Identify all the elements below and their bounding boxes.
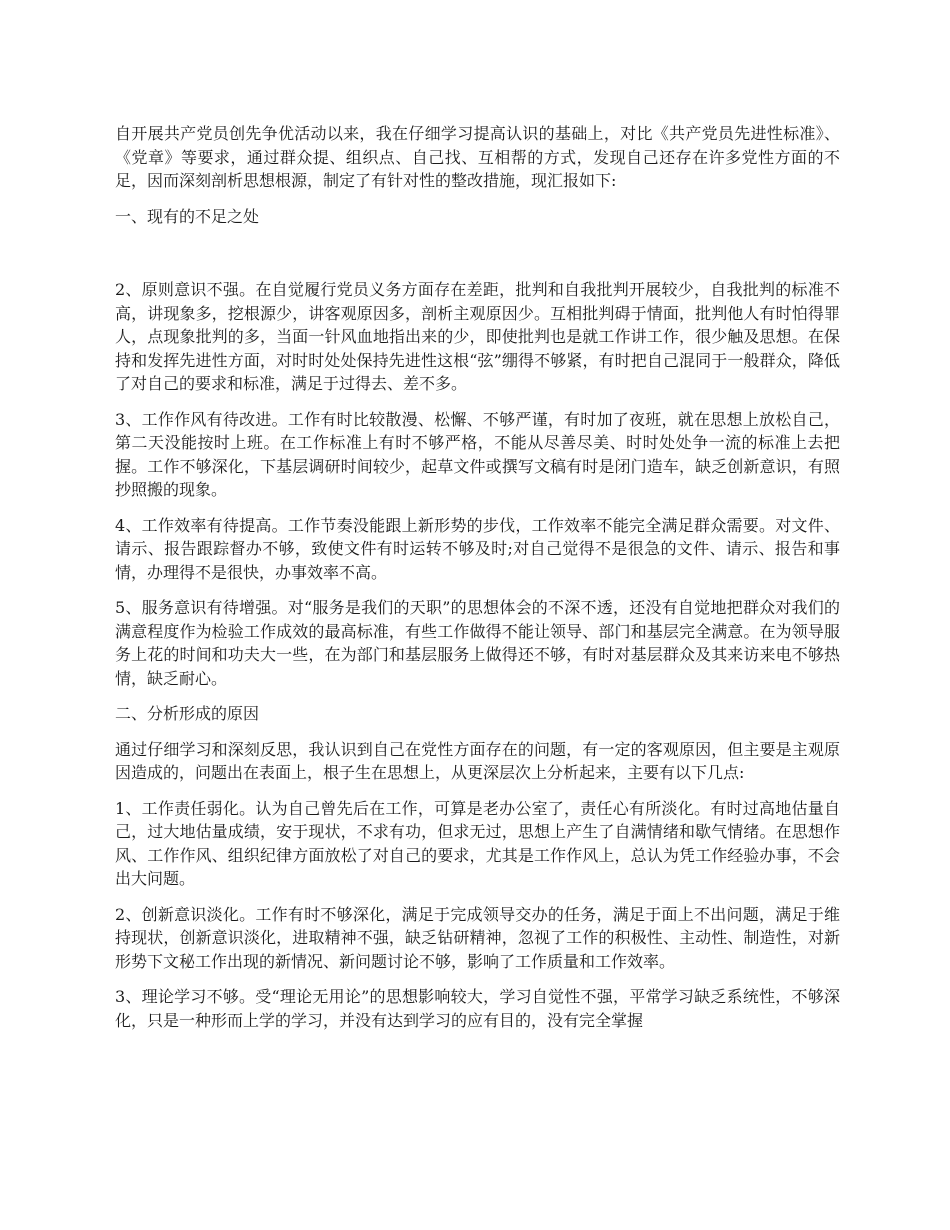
section-1-item-2: 2、原则意识不强。在自觉履行党员义务方面存在差距，批判和自我批判开展较少，自我批判的标准不高，讲现象多，挖根源少，讲客观原因多，剖析主观原因少。互相批判碍于情面，批判他人有时怕得罪人，点现象批判的多，当面一针风血地指出来的少，即使批判也是就工作讲工作，很少触及思想。在保持和发挥先进性方面，对时时处处保持先进性这根“弦”绷得不够紧，有时把自己混同于一般群众，降低了对自己的要求和标准，满足于过得去、差不多。 — [115, 280, 840, 393]
section-2-intro: 通过仔细学习和深刻反思，我认识到自己在党性方面存在的问题，有一定的客观原因，但主要是主观原因造成的，问题出在表面上，根子生在思想上，从更深层次上分析起来，主要有以下几点: — [115, 739, 840, 782]
section-1-item-5: 5、服务意识有待增强。对“服务是我们的天职”的思想体会的不深不透，还没有自觉地把群众对我们的满意程度作为检验工作成效的最高标准，有些工作做得不能让领导、部门和基层完全满意。在为领导服务上花的时间和功夫大一些，在为部门和基层服务上做得还不够，有时对基层群众及其来访来电不够热情，缺乏耐心。 — [115, 598, 840, 688]
section-2-heading: 二、分析形成的原因 — [115, 704, 260, 723]
section-1-item-4: 4、工作效率有待提高。工作节奏没能跟上新形势的步伐，工作效率不能完全满足群众需要。对文件、请示、报告跟踪督办不够，致使文件有时运转不够及时;对自己觉得不是很急的文件、请示、报告和事情，办理得不是很快，办事效率不高。 — [115, 515, 840, 582]
document-page — [115, 122, 840, 1044]
blank-gap — [115, 240, 840, 278]
section-2-item-1: 1、工作责任弱化。认为自己曾先后在工作，可算是老办公室了，责任心有所淡化。有时过高地估量自己，过大地估量成绩，安于现状，不求有功，但求无过，思想上产生了自满情绪和歇气情绪。在思想作风、工作作风、组织纪律方面放松了对自己的要求，尤其是工作作风上，总认为凭工作经验办事，不会出大问题。 — [115, 798, 840, 888]
intro-paragraph: 自开展共产党员创先争优活动以来，我在仔细学习提高认识的基础上，对比《共产党员先进性标准》、《党章》等要求，通过群众提、组织点、自己找、互相帮的方式，发现自己还存在许多党性方面的不足，因而深刻剖析思想根源，制定了有针对性的整改措施，现汇报如下: — [115, 124, 840, 190]
section-1-heading: 一、现有的不足之处 — [115, 206, 260, 226]
section-2-item-2: 2、创新意识淡化。工作有时不够深化，满足于完成领导交办的任务，满足于面上不出问题，满足于维持现状，创新意识淡化，进取精神不强，缺乏钻研精神，忽视了工作的积极性、主动性、制造性，对新形势下文秘工作出现的新情况、新问题讨论不够，影响了工作质量和工作效率。 — [115, 904, 840, 971]
section-2-item-3: 3、理论学习不够。受“理论无用论”的思想影响较大，学习自觉性不强，平常学习缺乏系统性，不够深化，只是一种形而上学的学习，并没有达到学习的应有目的，没有完全掌握 — [115, 987, 840, 1030]
section-1-item-3: 3、工作作风有待改进。工作有时比较散漫、松懈、不够严谨，有时加了夜班，就在思想上放松自己，第二天没能按时上班。在工作标准上有时不够严格，不能从尽善尽美、时时处处争一流的标准上去把握。工作不够深化，下基层调研时间较少，起草文件或撰写文稿有时是闭门造车，缺乏创新意识，有照抄照搬的现象。 — [115, 409, 840, 499]
